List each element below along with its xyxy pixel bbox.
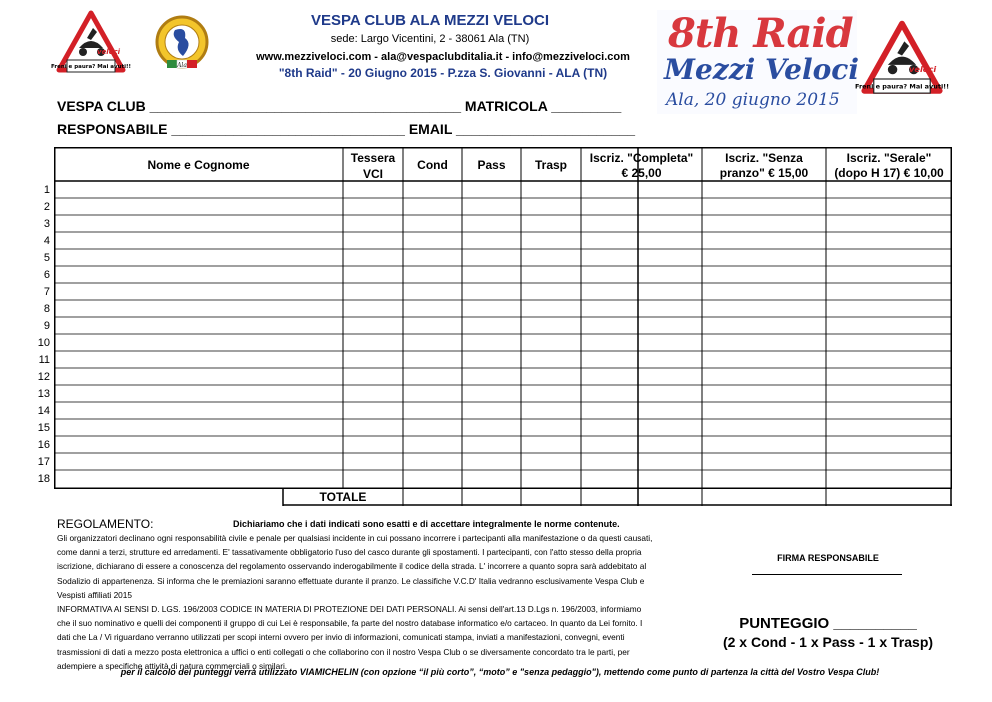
vespa-club-matricola-line[interactable]: VESPA CLUB ________________________________________ MATRICOLA _________ (57, 98, 622, 114)
club-title: VESPA CLUB ALA MEZZI VELOCI (310, 12, 550, 29)
club-address: sede: Largo Vicentini, 2 - 38061 Ala (TN) (330, 33, 530, 45)
regolamento-line: dati che La / Vi riguardano verranno utilizzati per scopi interni ovvero per invio di informazioni, comunicati stampa, inviati a manifestazioni, convegni, eventi (57, 632, 625, 643)
regolamento-line: INFORMATIVA AI SENSI D. LGS. 196/2003 CODICE IN MATERIA DI PROTEZIONE DEI DATI PERSONALI. Ai sensi dell'art.13 D.Lgs n. 196/2003, informiamo (57, 604, 642, 615)
regolamento-title: REGOLAMENTO: (57, 517, 154, 531)
header-tessera (343, 151, 403, 181)
row-number: 6 (43, 269, 50, 281)
row-number: 4 (43, 235, 50, 247)
header-cond: Cond (417, 158, 448, 172)
header-trasp: Trasp (534, 158, 567, 172)
header-tessera-line2: VCI (362, 167, 383, 181)
header-iscriz-serale (826, 151, 952, 180)
raid-logo-line2: Mezzi Veloci (664, 53, 859, 86)
regolamento-line: come danni a terzi, strutture ed arredamenti. E' tassativamente obbligatorio l'uso del casco durante gli spostamenti. I partecipanti, con l'atto stesso della propria (57, 547, 642, 558)
svg-text:veloci: veloci (97, 48, 121, 56)
header-serale-line2: (dopo H 17) € 10,00 (834, 166, 944, 180)
regolamento-declaration: Dichiariamo che i dati indicati sono esatti e di accettare integralmente le norme contenute. (233, 519, 620, 529)
header-tessera-line1: Tessera (350, 151, 396, 165)
svg-text:Ala: Ala (177, 62, 187, 69)
row-number: 5 (43, 252, 50, 264)
svg-text:Freni e paura? Mai avuti!!: Freni e paura? Mai avuti!! (854, 82, 950, 91)
regolamento-line: che il suo nominativo e quelli dei componenti il gruppo di cui Lei è responsabile, fa parte del nostro database informatico e/o cartaceo. In quanto da Lei fornito. I (57, 618, 643, 629)
row-number: 13 (37, 388, 50, 400)
header-iscriz-completa (581, 151, 702, 180)
row-number: 9 (43, 320, 50, 332)
footer-note: per il calcolo dei punteggi verrà utilizzato VIAMICHELIN (con opzione “il più corto”, “moto” e "senza pedaggio"), mettendo come punto di partenza la città del Vostro Vespa Club! (120, 667, 880, 677)
firma-responsabile-label: FIRMA RESPONSABILE (777, 553, 879, 563)
totale-label: TOTALE (319, 490, 367, 504)
header-senza-line1: Iscriz. "Senza (725, 151, 803, 165)
row-number: 14 (37, 405, 50, 417)
row-number: 7 (43, 286, 50, 298)
row-number: 1 (43, 184, 50, 196)
svg-text:veloci: veloci (909, 63, 937, 74)
row-number: 16 (37, 439, 50, 451)
row-number: 2 (43, 201, 50, 213)
club-websites: www.mezziveloci.com - ala@vespaclubditalia.it - info@mezziveloci.com (256, 51, 630, 63)
header-pass: Pass (477, 158, 506, 172)
svg-text:Freni e paura? Mai avuti!!: Freni e paura? Mai avuti!! (50, 64, 132, 70)
row-number: 10 (37, 337, 50, 349)
registration-table-grid (54, 147, 952, 506)
warning-sign-logo-right (854, 20, 950, 98)
row-number: 15 (37, 422, 50, 434)
raid-logo-line3: Ala, 20 giugno 2015 (666, 90, 840, 110)
row-number: 18 (37, 473, 50, 485)
responsabile-email-line[interactable]: RESPONSABILE ______________________________ EMAIL _______________________ (57, 121, 636, 137)
header-nome-cognome: Nome e Cognome (147, 158, 250, 172)
raid-logo-line1: 8th Raid (668, 10, 853, 57)
punteggio-formula: (2 x Cond - 1 x Pass - 1 x Trasp) (722, 634, 934, 650)
row-number: 11 (38, 354, 50, 366)
header-senza-line2: pranzo" € 15,00 (719, 166, 809, 180)
row-number: 8 (43, 303, 50, 315)
firma-signature-line[interactable] (752, 574, 902, 575)
vespa-club-ala-logo (153, 14, 211, 74)
row-number: 17 (37, 456, 50, 468)
regolamento-line: trasmissioni di dati a mezzo posta elettronica a uffici o enti collegati o che collaborino con il nostro Vespa Club o se diversamente concordato tra le parti, per (57, 646, 630, 657)
regolamento-line: Vespisti affiliati 2015 (57, 589, 133, 600)
header-completa-line1: Iscriz. "Completa" (589, 151, 694, 165)
warning-sign-logo-left (50, 10, 132, 76)
row-number: 3 (43, 218, 50, 230)
regolamento-line: iscrizione, dichiarano di essere a conoscenza del regolamento osservando inderogabilmente il codice della strada. L' incorrere a quanto sopra sarà addebitato al (57, 561, 647, 572)
regolamento-line: Sodalizio di appartenenza. Si informa che le premiazioni saranno effettuate durante il pranzo. Le classifiche V.C.D' Italia vedranno esclusivamente Vespa Club e (57, 575, 645, 586)
event-info: "8th Raid" - 20 Giugno 2015 - P.zza S. Giovanni - ALA (TN) (278, 66, 608, 80)
header-completa-line2: € 25,00 (621, 166, 662, 180)
header-serale-line1: Iscriz. "Serale" (846, 151, 932, 165)
regolamento-line: Gli organizzatori declinano ogni responsabilità civile e penale per qualsiasi incidente in cui possano incorrere i partecipanti alla manifestazione o da questi causati, (57, 533, 653, 543)
regolamento-line: adempiere a specifiche attività di natura commerciali o similari. (57, 660, 288, 671)
header-iscriz-senza-pranzo (702, 151, 826, 180)
punteggio-label: PUNTEGGIO __________ (739, 615, 917, 632)
row-number: 12 (37, 371, 50, 383)
regolamento-text (57, 531, 717, 673)
